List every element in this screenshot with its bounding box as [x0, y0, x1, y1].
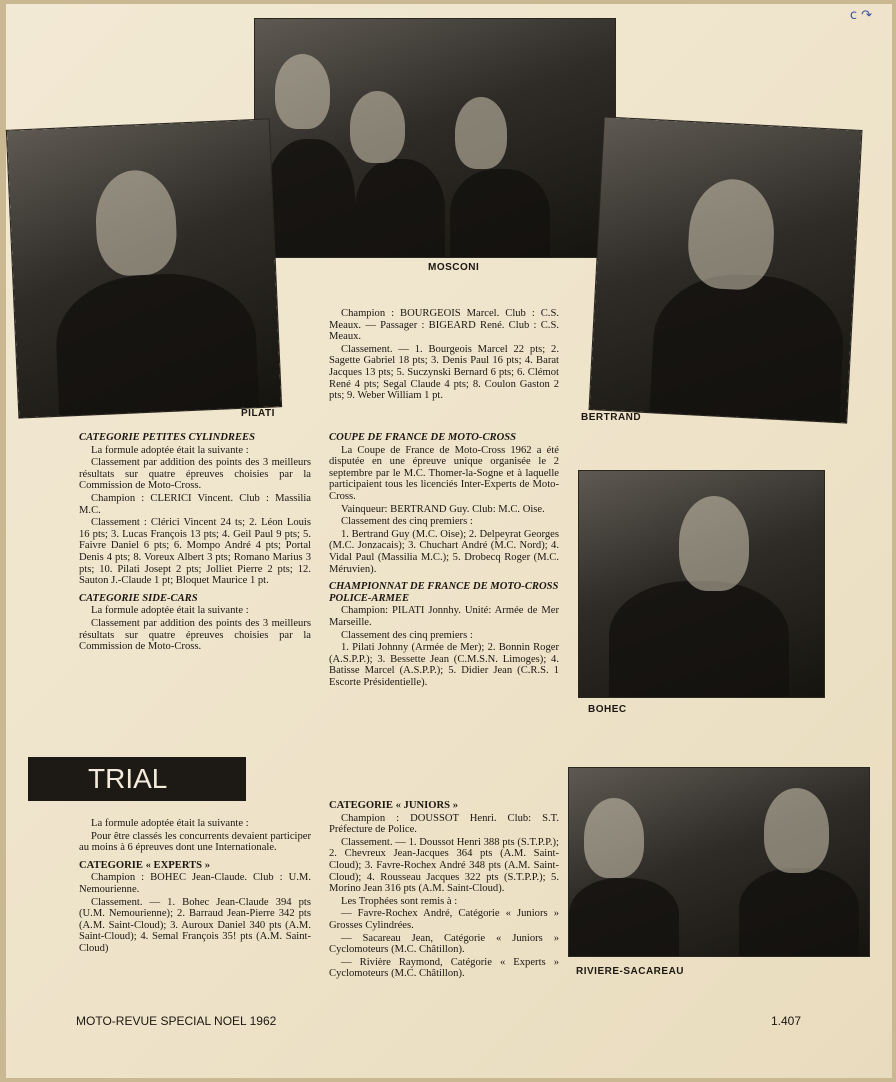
- footer-publication: MOTO-REVUE SPECIAL NOEL 1962: [76, 1014, 277, 1028]
- paragraph: Classement par addition des points des 3 meilleurs résultats sur quatre épreuves choisies par la Commission de Moto-Cross.: [79, 457, 311, 492]
- section-heading: CATEGORIE PETITES CYLINDREES: [79, 432, 256, 443]
- caption-bertrand: BERTRAND: [581, 412, 642, 423]
- photo-bertrand: [590, 117, 862, 422]
- paragraph: Champion : BOURGEOIS Marcel. Club : C.S. Meaux. — Passager : BIGEARD René. Club : C.S. Meaux.: [329, 308, 559, 343]
- paragraph: Classement : Clérici Vincent 24 ts; 2. Léon Louis 16 pts; 3. Lucas François 13 pts; 4. Geil Paul 9 pts; 5. Faivre Daniel 6 pts; 6. Mompo André 4 pts; Portal Denis 4 pts; 8. Voreux Albert 3 pts; Romano Marius 3 pts; 10. Pilati Josept 2 pts; Jolliet Pierre 2 pts; 12. Sauton J.-Claude 1 pt; Bloquet Maurice 1 pt.: [79, 517, 311, 587]
- paragraph: Champion : DOUSSOT Henri. Club: S.T. Préfecture de Police.: [329, 812, 559, 836]
- paragraph: Vainqueur: BERTRAND Guy. Club: M.C. Oise.: [341, 503, 545, 515]
- paragraph: 1. Pilati Johnny (Armée de Mer); 2. Bonnin Roger (A.S.P.P.); 3. Bessette Jean (C.M.S.N. Limoges); 4. Batisse Marcel (A.S.P.P.); 5. Didier Jean (C.R.S. 1 Escorte Présidentielle).: [329, 642, 559, 688]
- paragraph: La formule adoptée était la suivante :: [91, 444, 249, 456]
- magazine-page: [6, 4, 892, 1078]
- text-block-petites-cylindrees: [79, 432, 311, 654]
- trial-banner: TRIAL: [28, 757, 246, 801]
- text-block-juniors: [329, 800, 559, 981]
- text-block-coupe-de-france: [329, 432, 559, 689]
- photo-mosconi: [255, 19, 615, 257]
- paragraph: Classement par addition des points des 3 meilleurs résultats sur quatre épreuves choisies par la Commission de Moto-Cross.: [79, 617, 311, 653]
- paragraph: Classement. — 1. Doussot Henri 388 pts (S.T.P.P.); 2. Chevreux Jean-Jacques 364 pts (A.M. Saint-Cloud); 3. Favre-Rochex André 348 pts (A.M. Saint-Cloud); 4. Rousseau Jacques 322 pts (S.T.P.P.); 5. Morino Jean 316 pts (A.M. Saint-Cloud).: [329, 836, 559, 895]
- photo-riviere-sacareau: [569, 768, 869, 956]
- paragraph: La formule adoptée était la suivante :: [91, 818, 249, 829]
- paragraph: Champion: PILATI Jonnhy. Unité: Armée de Mer Marseille.: [329, 605, 559, 628]
- caption-pilati: PILATI: [241, 408, 275, 419]
- text-block-trial-experts: [79, 818, 311, 956]
- photo-pilati: [7, 119, 281, 417]
- paragraph: La Coupe de France de Moto-Cross 1962 a été disputée en une épreuve unique organisée le 2 septembre par le M.C. Thomer-la-Sogne et à laquelle participaient tous les licenciés Inter-Experts de Moto-Cross.: [329, 444, 559, 502]
- section-heading: COUPE DE FRANCE DE MOTO-CROSS: [329, 432, 517, 443]
- paragraph: Pour être classés les concurrents devaient participer au moins à 6 épreuves dont une Internationale.: [79, 830, 311, 854]
- paragraph: La formule adoptée était la suivante :: [91, 605, 249, 617]
- caption-bohec: BOHEC: [588, 704, 627, 715]
- caption-mosconi: MOSCONI: [428, 262, 480, 273]
- text-block-side-cars-results: [329, 308, 559, 403]
- photo-bohec: [579, 471, 824, 697]
- caption-riviere-sacareau: RIVIERE-SACAREAU: [576, 966, 685, 977]
- paragraph: Classement. — 1. Bohec Jean-Claude 394 pts (U.M. Nemourienne); 2. Barraud Jean-Pierre 342 pts (A.M. Saint-Cloud); 3. Auroux Daniel 340 pts (A.M. Saint-Cloud); 4. Semal François 35! pts (A.M. Saint-Cloud): [79, 896, 311, 954]
- paragraph: 1. Bertrand Guy (M.C. Oise); 2. Delpeyrat Georges (M.C. Jonzacais); 3. Chuchart André (M.C. Nord); 4. Vidal Paul (Massilia M.C.); 5. Drobecq Roger (M.C. Méruvien).: [329, 528, 559, 575]
- paragraph: Classement des cinq premiers :: [341, 629, 473, 641]
- paragraph: Les Trophées sont remis à :: [341, 895, 458, 907]
- section-heading: CATEGORIE « EXPERTS »: [79, 859, 210, 871]
- section-heading: CHAMPIONNAT DE FRANCE DE MOTO-CROSS POLICE-ARMEE: [329, 581, 559, 604]
- section-heading: CATEGORIE « JUNIORS »: [329, 800, 459, 811]
- paragraph: Champion : BOHEC Jean-Claude. Club : U.M. Nemourienne.: [79, 872, 311, 895]
- section-heading: CATEGORIE SIDE-CARS: [79, 592, 198, 604]
- paragraph: Champion : CLERICI Vincent. Club : Massilia M.C.: [79, 492, 311, 516]
- paragraph: — Sacareau Jean, Catégorie « Juniors » Cyclomoteurs (M.C. Châtillon).: [329, 932, 559, 956]
- paragraph: Classement. — 1. Bourgeois Marcel 22 pts; 2. Sagette Gabriel 18 pts; 3. Denis Paul 16 pts; 4. Barat Jacques 13 pts; 5. Suczynski Bernard 6 pts; 6. Clémot René 4 pts; Segal Claude 4 pts; 8. Coulon Gaston 2 pts; 9. Weber William 1 pt.: [329, 343, 559, 402]
- footer-page-number: 1.407: [771, 1014, 802, 1028]
- paragraph: Classement des cinq premiers :: [341, 516, 473, 528]
- paragraph: — Rivière Raymond, Catégorie « Experts » Cyclomoteurs (M.C. Châtillon).: [329, 956, 559, 980]
- paragraph: — Favre-Rochex André, Catégorie « Juniors » Grosses Cylindrées.: [329, 908, 559, 931]
- corner-handwritten-mark: c ↷: [849, 8, 872, 23]
